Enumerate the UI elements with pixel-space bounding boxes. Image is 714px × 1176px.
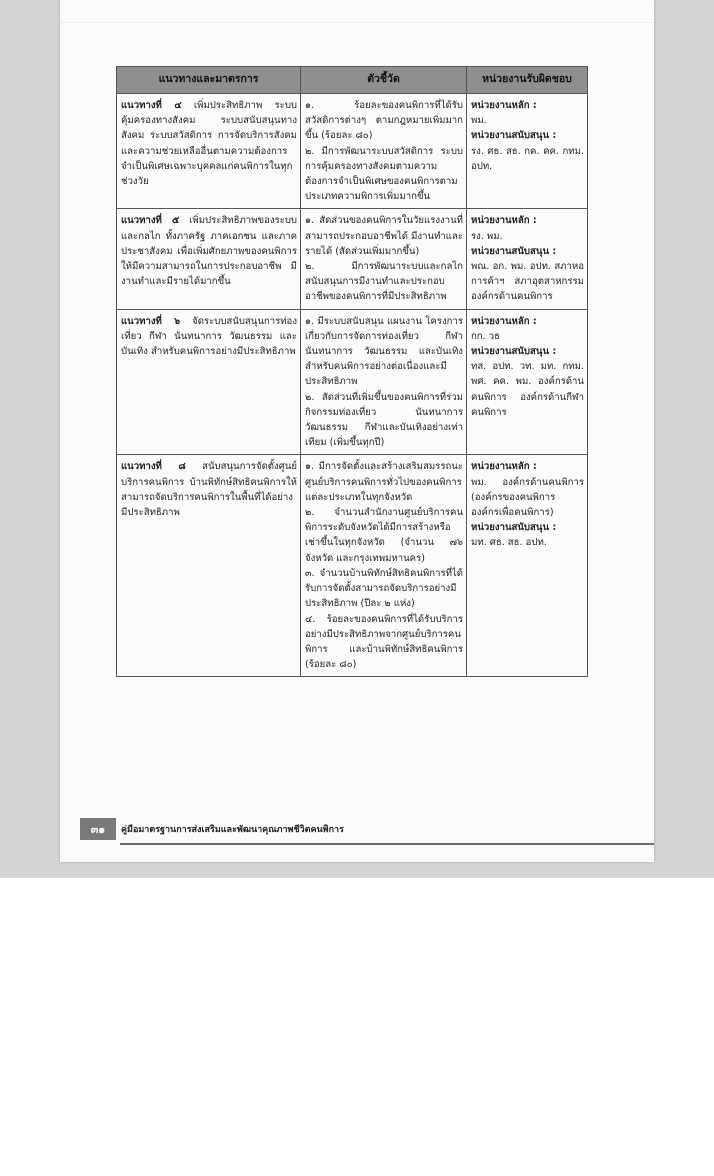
support-agencies: รง. ศธ. สธ. กค. คค. กทม. อปท. bbox=[471, 145, 584, 172]
support-agency-label: หน่วยงานสนับสนุน : bbox=[471, 130, 557, 142]
guideline-lead: แนวทางที่ ๖ bbox=[121, 315, 181, 327]
top-faint-rule bbox=[60, 22, 654, 23]
indicator-item: ๑. มีการจัดตั้งและสร้างเสริมสมรรถนะศูนย์บริการคนพิการทั่วไปของคนพิการแต่ละประเภทในทุกจังหวัด bbox=[305, 461, 463, 503]
main-agencies: กก. วธ bbox=[471, 330, 500, 342]
main-agencies: พม. องค์กรด้านคนพิการ (องค์กรของคนพิการ องค์กรเพื่อคนพิการ) bbox=[471, 476, 584, 519]
agency-cell bbox=[467, 309, 588, 455]
guideline-cell bbox=[117, 309, 301, 455]
footer-title: คู่มือมาตรฐานการส่งเสริมและพัฒนาคุณภาพชีวิตคนพิการ bbox=[121, 825, 344, 835]
indicator-item: ๒. จำนวนสำนักงานศูนย์บริการคนพิการระดับจังหวัดได้มีการสร้างหรือเช่าขึ้นในทุกจังหวัด (จำนวน ๗๖ จังหวัด และกรุงเทพมหานคร) bbox=[305, 507, 463, 564]
support-agencies: ทส. อปท. วท. มท. กทม. พศ. คค. พม. องค์กรด้านคนพิการ องค์กรด้านกีฬาคนพิการ bbox=[471, 361, 584, 418]
guideline-lead: แนวทางที่ ๔ bbox=[121, 100, 182, 111]
support-agencies: พณ. อก. พม. อปท. สภาหอการค้าฯ สภาอุตสาหกรรม องค์กรด้านคนพิการ bbox=[471, 261, 584, 303]
guidelines-table bbox=[116, 66, 588, 677]
indicator-item: ๔. ร้อยละของคนพิการที่ได้รับบริการอย่างมีประสิทธิภาพจากศูนย์บริการคนพิการ และบ้านพิทักษ์สิทธิคนพิการ (ร้อยละ ๘๐) bbox=[305, 613, 463, 671]
main-agency-label: หน่วยงานหลัก : bbox=[471, 461, 537, 473]
table-header-row bbox=[117, 67, 588, 94]
guideline-cell bbox=[117, 209, 301, 309]
table-row bbox=[117, 94, 588, 209]
guideline-text: จัดระบบสนับสนุนการท่องเที่ยว กีฬา นันทนาการ วัฒนธรรม และบันเทิง สำหรับคนพิการอย่างมีประสิทธิภาพ bbox=[121, 315, 298, 358]
indicator-cell bbox=[301, 455, 467, 677]
support-agencies: มท. ศธ. สธ. อปท. bbox=[471, 537, 547, 549]
table-row bbox=[117, 209, 588, 309]
guideline-text: เพิ่มประสิทธิภาพของระบบและกลไก ทั้งภาครัฐ ภาคเอกชน และภาคประชาสังคม เพื่อเพิ่มศักยภาพของคนพิการให้มีความสามารถในการประกอบอาชีพ มีงานทำและมีรายได้มากขึ้น bbox=[121, 215, 298, 288]
guideline-cell bbox=[117, 94, 301, 209]
indicator-item: ๑. สัดส่วนของคนพิการในวัยแรงงานที่สามารถประกอบอาชีพได้ มีงานทำและรายได้ (สัดส่วนเพิ่มมากขึ้น) bbox=[305, 215, 463, 257]
header-responsible-agencies: หน่วยงานรับผิดชอบ bbox=[467, 67, 588, 94]
agency-cell bbox=[467, 209, 588, 309]
guideline-lead: แนวทางที่ ๕ bbox=[121, 215, 180, 227]
main-agency-label: หน่วยงานหลัก : bbox=[471, 100, 537, 111]
indicator-item: ๑. มีระบบสนับสนุน แผนงาน โครงการเกี่ยวกับการจัดการท่องเที่ยว กีฬา นันทนาการ วัฒนธรรม และบันเทิงสำหรับคนพิการอย่างต่อเนื่องและมีประสิทธิภาพ bbox=[305, 315, 463, 388]
indicator-cell bbox=[301, 309, 467, 455]
header-guidelines: แนวทางและมาตรการ bbox=[117, 67, 301, 94]
indicator-item: ๓. จำนวนบ้านพิทักษ์สิทธิคนพิการที่ได้รับการจัดตั้งสามารถจัดบริการอย่างมีประสิทธิภาพ (ปีละ ๒ แห่ง) bbox=[305, 567, 463, 610]
footer-rule bbox=[120, 843, 654, 845]
guideline-text: สนับสนุนการจัดตั้งศูนย์บริการคนพิการ บ้านพิทักษ์สิทธิคนพิการให้สามารถจัดบริการคนพิการในพื้นที่ได้อย่างมีประสิทธิภาพ bbox=[121, 461, 297, 519]
indicator-cell bbox=[301, 94, 467, 209]
support-agency-label: หน่วยงานสนับสนุน : bbox=[471, 346, 557, 358]
support-agency-label: หน่วยงานสนับสนุน : bbox=[471, 522, 557, 534]
main-agencies: พม. bbox=[471, 115, 487, 127]
main-agency-label: หน่วยงานหลัก : bbox=[471, 215, 537, 227]
guideline-cell bbox=[117, 455, 301, 677]
table-row bbox=[117, 455, 588, 677]
main-agencies: รง. พม. bbox=[471, 230, 503, 242]
agency-cell bbox=[467, 455, 588, 677]
indicator-item: ๒. มีการพัฒนาระบบและกลไกสนับสนุนการมีงานทำและประกอบอาชีพของคนพิการที่มีประสิทธิภาพ bbox=[305, 261, 463, 303]
indicator-item: ๒. สัดส่วนที่เพิ่มขึ้นของคนพิการที่ร่วมกิจกรรมท่องเที่ยว นันทนาการ วัฒนธรรม กีฬาและบันเทิงอย่างเท่าเทียม (เพิ่มขึ้นทุกปี) bbox=[305, 391, 463, 449]
indicator-item: ๒. มีการพัฒนาระบบสวัสดิการ ระบบการคุ้มครองทางสังคมตามความต้องการจำเป็นพิเศษของคนพิการตามประเภทความพิการเพิ่มมากขึ้น bbox=[305, 145, 463, 203]
support-agency-label: หน่วยงานสนับสนุน : bbox=[471, 245, 557, 257]
header-indicators: ตัวชี้วัด bbox=[301, 67, 467, 94]
main-agency-label: หน่วยงานหลัก : bbox=[471, 315, 537, 327]
indicator-item: ๑. ร้อยละของคนพิการที่ได้รับสวัสดิการต่างๆ ตามกฎหมายเพิ่มมากขึ้น (ร้อยละ ๘๐) bbox=[305, 100, 463, 142]
guideline-lead: แนวทางที่ ๘ bbox=[121, 461, 186, 473]
indicator-cell bbox=[301, 209, 467, 309]
guideline-text: เพิ่มประสิทธิภาพ ระบบคุ้มครองทางสังคม ระบบสนับสนุนทางสังคม ระบบสวัสดิการ การจัดบริการสังคม และความช่วยเหลืออื่นตามความต้องการจำเป็นพิเศษเฉพาะบุคคลแก่คนพิการในทุกช่วงวัย bbox=[121, 100, 297, 188]
page-number: ๓๑ bbox=[80, 818, 116, 840]
table-row bbox=[117, 309, 588, 455]
agency-cell bbox=[467, 94, 588, 209]
